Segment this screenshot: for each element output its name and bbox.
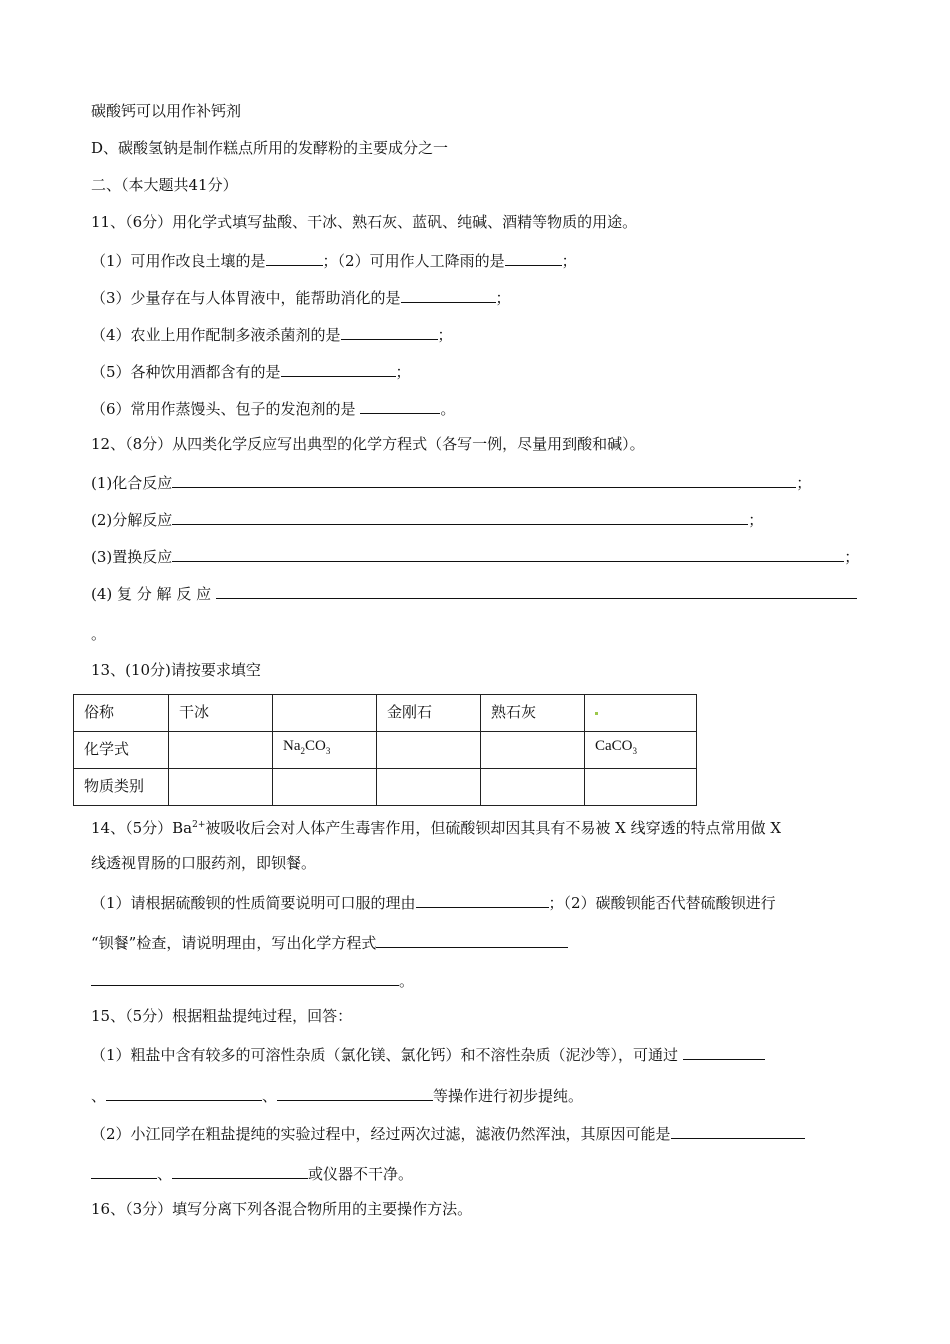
q12-end: 。	[91, 625, 107, 643]
section-heading: 二、（本大题共41分）	[91, 176, 238, 194]
answer-blank[interactable]	[91, 1162, 157, 1179]
answer-blank[interactable]	[106, 1084, 262, 1101]
answer-blank[interactable]	[172, 508, 748, 525]
table-cell[interactable]	[169, 769, 273, 806]
q14-part2-cont: 。	[91, 969, 414, 991]
answer-blank[interactable]	[281, 360, 396, 377]
q12-part4: (4) 复 分 解 反 应	[91, 582, 857, 604]
table-row	[74, 769, 697, 806]
answer-blank[interactable]	[172, 471, 796, 488]
table-cell[interactable]	[273, 695, 377, 732]
q11-part5: （5）各种饮用酒都含有的是 ；	[91, 360, 411, 382]
answer-blank[interactable]	[376, 931, 568, 948]
table-cell[interactable]	[481, 732, 585, 769]
table-cell[interactable]	[481, 769, 585, 806]
q12-part2: (2)分解反应 ；	[91, 508, 763, 530]
q11-part3: （3）少量存在与人体胃液中，能帮助消化的是 ；	[91, 286, 511, 308]
answer-blank[interactable]	[341, 323, 438, 340]
question-13: 13、(10分)请按要求填空	[91, 661, 261, 679]
dot-mark	[595, 712, 598, 715]
q14-part2: “钡餐”检查，请说明理由，写出化学方程式	[91, 931, 568, 953]
table-cell: 干冰	[169, 695, 273, 732]
answer-blank[interactable]	[671, 1122, 805, 1139]
table-cell: 金刚石	[377, 695, 481, 732]
text-line: 碳酸钙可以用作补钙剂	[91, 102, 242, 120]
question-12: 12、（8分）从四类化学反应写出典型的化学方程式（各写一例，尽量用到酸和碱）。	[91, 435, 645, 453]
table-cell: 物质类别	[74, 769, 169, 806]
option-d: D、碳酸氢钠是制作糕点所用的发酵粉的主要成分之一	[91, 139, 449, 157]
table-row	[74, 732, 697, 769]
q11-part6: （6）常用作蒸馒头、包子的发泡剂的是 。	[91, 397, 455, 419]
q11-part1: （1）可用作改良土壤的是 ；（2）可用作人工降雨的是 ；	[91, 249, 577, 271]
table-cell: 化学式	[74, 732, 169, 769]
answer-blank[interactable]	[91, 969, 399, 986]
table-cell[interactable]	[585, 695, 697, 732]
q15-part2: （2）小江同学在粗盐提纯的实验过程中，经过两次过滤，滤液仍然浑浊，其原因可能是	[91, 1122, 805, 1144]
answer-table	[73, 694, 697, 806]
answer-blank[interactable]	[277, 1084, 433, 1101]
q11-part4: （4）农业上用作配制多液杀菌剂的是 ；	[91, 323, 453, 345]
q14-part1: （1）请根据硫酸钡的性质简要说明可口服的理由 ；（2）碳酸钡能否代替硫酸钡进行	[91, 891, 776, 913]
answer-blank[interactable]	[360, 397, 440, 414]
table-cell[interactable]	[377, 732, 481, 769]
table-cell[interactable]	[377, 769, 481, 806]
table-cell: CaCO$_3$	[585, 732, 697, 769]
q12-part3: (3)置换反应 ；	[91, 545, 859, 567]
answer-blank[interactable]	[172, 545, 844, 562]
table-cell: 熟石灰	[481, 695, 585, 732]
table-cell[interactable]	[169, 732, 273, 769]
question-15: 15、（5分）根据粗盐提纯过程，回答：	[91, 1007, 353, 1025]
question-11: 11、（6分）用化学式填写盐酸、干冰、熟石灰、蓝矾、纯碱、酒精等物质的用途。	[91, 213, 638, 231]
q14-line2: 线透视胃肠的口服药剂，即钡餐。	[91, 854, 317, 872]
q12-part1: (1)化合反应 ；	[91, 471, 811, 493]
q15-part1-cont: 、 、 等操作进行初步提纯。	[91, 1084, 583, 1106]
question-14: 14、（5分）$Ba^{2+}$被吸收后会对人体产生毒害作用，但硫酸钡却因其具有不易被 X 线穿透的特点常用做 X	[91, 819, 782, 837]
answer-blank[interactable]	[505, 249, 562, 266]
table-row	[74, 695, 697, 732]
table-cell[interactable]	[273, 769, 377, 806]
answer-blank[interactable]	[266, 249, 323, 266]
table-cell[interactable]	[585, 769, 697, 806]
answer-blank[interactable]	[683, 1043, 765, 1060]
question-16: 16、（3分）填写分离下列各混合物所用的主要操作方法。	[91, 1200, 473, 1218]
answer-blank[interactable]	[216, 582, 857, 599]
answer-blank[interactable]	[172, 1162, 308, 1179]
table-cell: 俗称	[74, 695, 169, 732]
answer-blank[interactable]	[401, 286, 496, 303]
q15-part2-cont: 、 或仪器不干净。	[91, 1162, 413, 1184]
answer-blank[interactable]	[416, 891, 549, 908]
q15-part1: （1）粗盐中含有较多的可溶性杂质（氯化镁、氯化钙）和不溶性杂质（泥沙等），可通过	[91, 1043, 765, 1065]
table-cell: $Na_2CO_3$	[273, 732, 377, 769]
